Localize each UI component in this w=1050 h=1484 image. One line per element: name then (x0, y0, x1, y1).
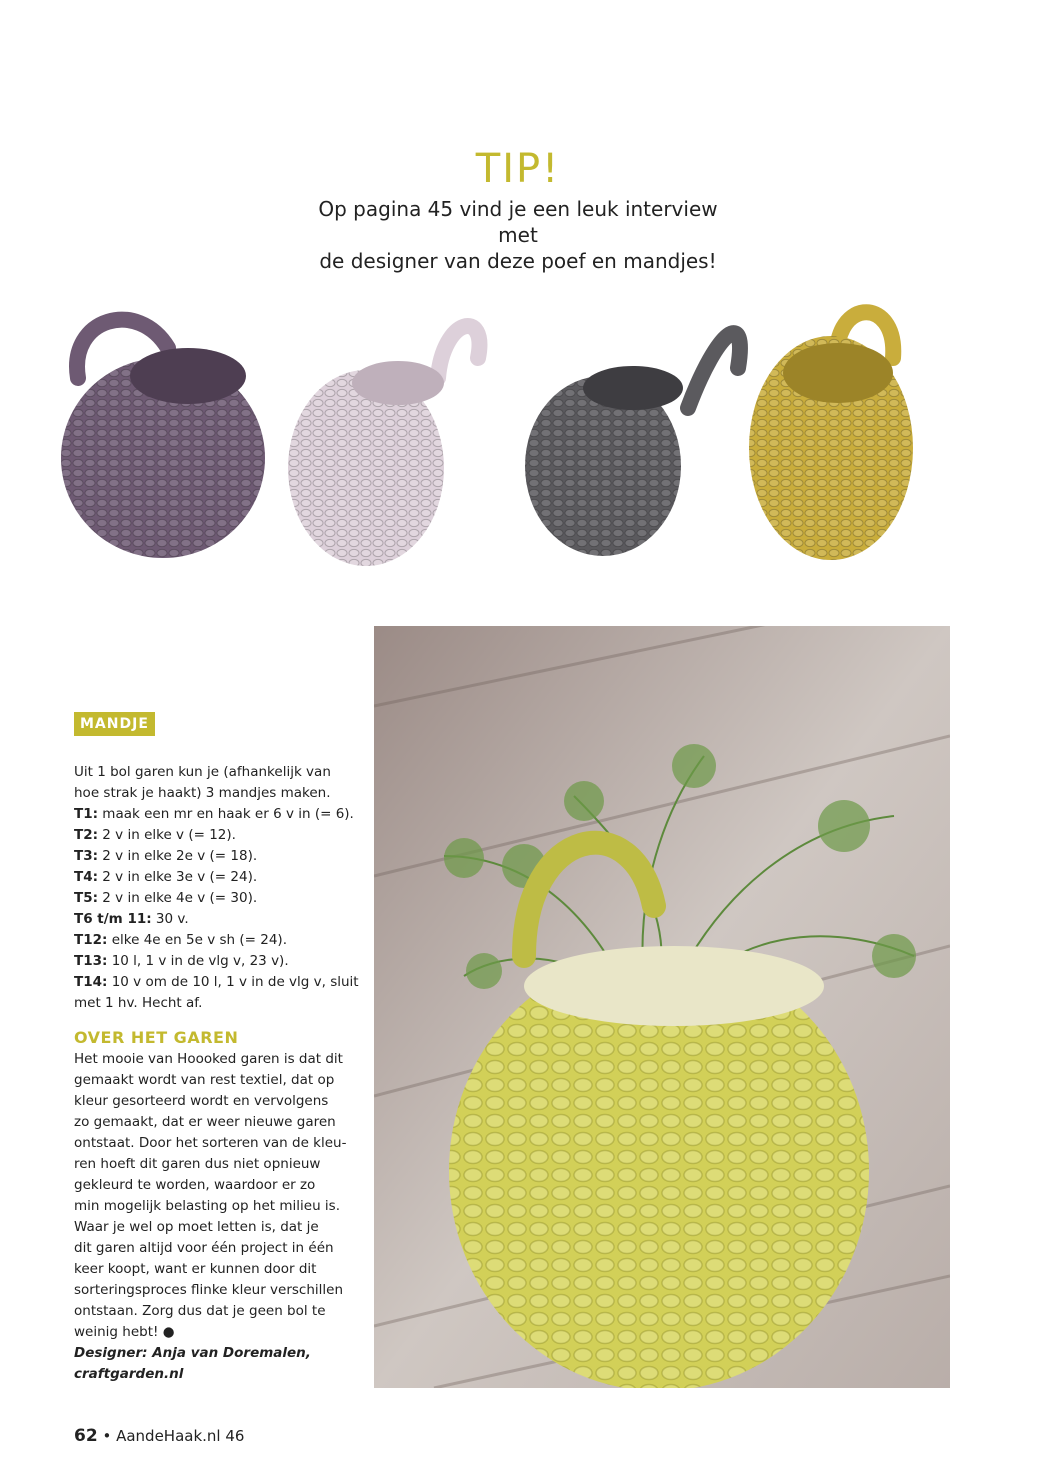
garen-line: gekleurd te worden, waardoor er zo (74, 1177, 316, 1193)
instructions-column (74, 712, 364, 1385)
tip-line-1: Op pagina 45 vind je een leuk interview met (318, 197, 718, 247)
basket-mustard (749, 312, 913, 560)
intro-line-1: Uit 1 bol garen kun je (afhankelijk van (74, 764, 331, 780)
row-t13: T13: 10 l, 1 v in de vlg v, 23 v). (74, 953, 289, 969)
garen-line: dit garen altijd voor één project in één (74, 1240, 334, 1256)
row-t1: T1: maak een mr en haak er 6 v in (= 6). (74, 806, 354, 822)
footer-separator: • (102, 1427, 112, 1445)
garen-line: sorteringsproces flinke kleur verschillen (74, 1282, 344, 1298)
garen-line: ren hoeft dit garen dus niet opnieuw (74, 1156, 321, 1172)
garen-line: gemaakt wordt van rest textiel, dat op (74, 1072, 335, 1088)
intro-line-2: hoe strak je haakt) 3 mandjes maken. (74, 785, 331, 801)
garen-line: keer koopt, want er kunnen door dit (74, 1261, 317, 1277)
row-t14: T14: 10 v om de 10 l, 1 v in de vlg v, sluit (74, 974, 359, 990)
page-number: 62 (74, 1426, 98, 1446)
garen-line: ontstaan. Zorg dus dat je geen bol te (74, 1303, 326, 1319)
page-footer (74, 1426, 244, 1446)
row-t3: T3: 2 v in elke 2e v (= 18). (74, 848, 258, 864)
row-t5: T5: 2 v in elke 4e v (= 30). (74, 890, 258, 906)
garen-line: min mogelijk belasting op het milieu is. (74, 1198, 340, 1214)
tip-title: TIP! (475, 146, 561, 192)
garen-line: zo gemaakt, dat er weer nieuwe garen (74, 1114, 336, 1130)
baskets-photo (48, 288, 928, 578)
row-t12: T12: elke 4e en 5e v sh (= 24). (74, 932, 287, 948)
tip-text (300, 196, 736, 274)
garen-line: ontstaat. Door het sorteren van de kleu- (74, 1135, 347, 1151)
garen-line: Het mooie van Hoooked garen is dat dit (74, 1051, 343, 1067)
mandje-badge: MANDJE (74, 712, 155, 736)
garen-heading: OVER HET GAREN (74, 1028, 239, 1047)
basket-lilac (288, 326, 479, 566)
basket-gray (525, 333, 740, 556)
garen-line: weinig hebt! ● (74, 1324, 175, 1340)
designer-credit: Designer: Anja van Doremalen, (74, 1345, 311, 1361)
garen-line: kleur gesorteerd wordt en vervolgens (74, 1093, 329, 1109)
magazine-issue: AandeHaak.nl 46 (116, 1427, 245, 1445)
row-t4: T4: 2 v in elke 3e v (= 24). (74, 869, 258, 885)
tip-line-2: de designer van deze poef en mandjes! (319, 249, 717, 273)
row-t14-cont: met 1 hv. Hecht af. (74, 995, 203, 1011)
garen-line: Waar je wel op moet letten is, dat je (74, 1219, 319, 1235)
row-t6-11: T6 t/m 11: 30 v. (74, 911, 189, 927)
row-t2: T2: 2 v in elke v (= 12). (74, 827, 236, 843)
basket-plant-photo (374, 626, 950, 1388)
designer-website: craftgarden.nl (74, 1366, 184, 1382)
basket-purple (61, 320, 265, 558)
